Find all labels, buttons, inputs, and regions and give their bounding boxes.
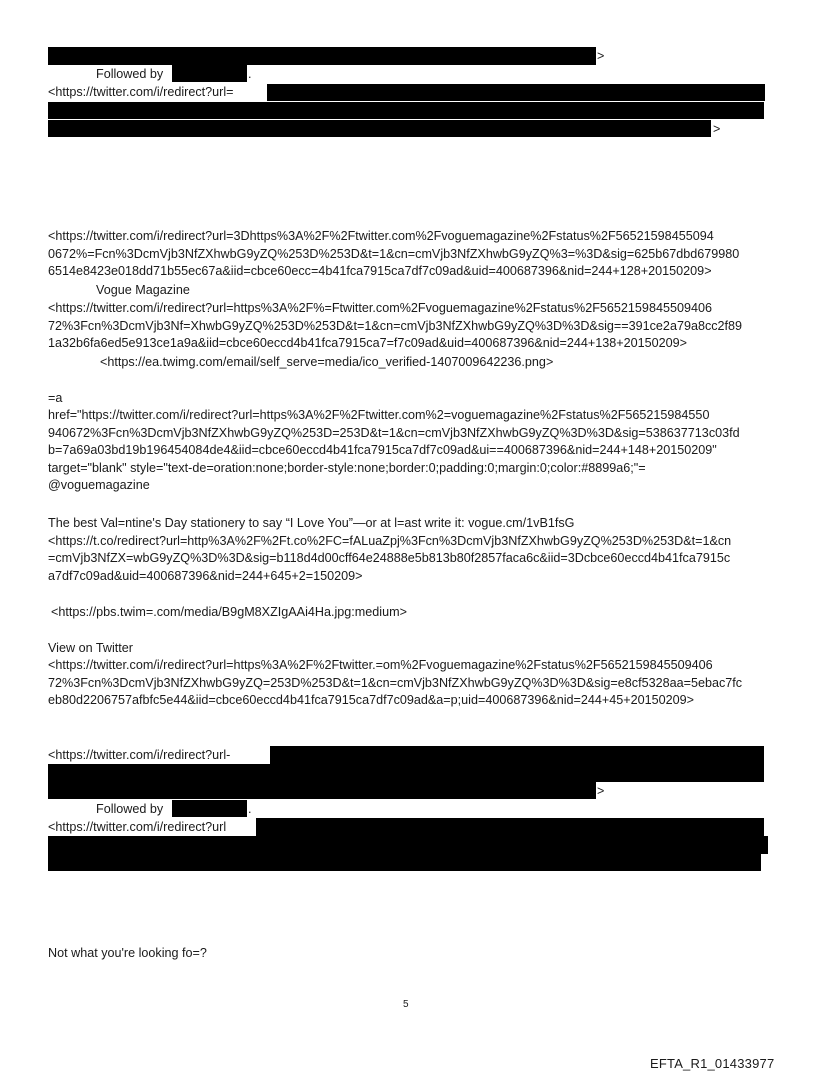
text-line: @voguemagazine [48, 478, 150, 492]
redaction-bar [256, 818, 764, 836]
text-line: eb80d2206757afbfc5e44&iid=cbce60eccd4b41fca7915ca7df7c09ad&a=p;uid=400687396&nid=244+45+20150209> [48, 693, 695, 707]
redaction-bar [48, 102, 764, 119]
redaction-bar [48, 836, 768, 854]
text-line: <https://twitter.com/i/redirect?url=https%3A%2F%2Ftwitter.=om%2Fvoguemagazine%2Fstatus%2F5652159845509406 [48, 658, 713, 672]
text-line: 72%3Fcn%3DcmVjb3Nf=XhwbG9yZQ%253D%253D&t=1&cn=cmVjb3NfZXhwbG9yZQ%3D%3D&sig==391ce2a79a8cc2f89 [48, 318, 743, 333]
angle-bracket: > [597, 49, 605, 63]
verified-icon-url: <https://ea.twimg.com/email/self_serve=media/ico_verified-1407009642236.png> [100, 355, 554, 369]
angle-bracket: > [597, 784, 605, 798]
text-line: <https://twitter.com/i/redirect?url=https%3A%2F%=Ftwitter.com%2Fvoguemagazine%2Fstatus%2F5652159845509406 [48, 301, 712, 315]
page-number: 5 [403, 999, 409, 1010]
redirect-url-prefix: <https://twitter.com/i/redirect?url- [48, 748, 231, 762]
redirect-url-block-3 [48, 657, 742, 710]
redirect-url-block-2 [48, 300, 742, 353]
view-on-twitter-label: View on Twitter [48, 641, 133, 655]
text-line: target="blank" style="text-de=oration:none;border-style:none;border:0;padding:0;margin:0;color:#8899a6;"= [48, 460, 646, 475]
text-line: 940672%3Fcn%3DcmVjb3NfZXhwbG9yZQ%253D=253D&t=1&cn=cmVjb3NfZXhwbG9yZQ%3D%3D&sig=538637713c03fd [48, 425, 740, 440]
text-line: <https://twitter.com/i/redirect?url=3Dhttps%3A%2F%2Ftwitter.com%2Fvoguemagazine%2Fstatus%2F56521598455094 [48, 229, 714, 243]
redirect-url-prefix: <https://twitter.com/i/redirect?url= [48, 85, 234, 99]
angle-bracket: > [713, 122, 721, 136]
text-line: The best Val=ntine's Day stationery to say “I Love You”—or at l=ast write it: vogue.cm/1vB1fsG [48, 516, 575, 530]
redaction-bar [48, 782, 596, 799]
text-line: 0672%=Fcn%3DcmVjb3NfZXhwbG9yZQ%253D%253D&t=1&cn=cmVjb3NfZXhwbG9yZQ%3=%3D&sig=625b67dbd679980 [48, 246, 740, 261]
redaction-bar [48, 47, 596, 65]
redaction-bar [48, 854, 761, 871]
href-attribute-block [48, 407, 740, 495]
text-line: b=7a69a03bd19b196454084de4&iid=cbce60eccd4b41fca7915ca7df7c09ad&ui==400687396&nid=244+148+20150209" [48, 443, 717, 457]
redirect-url-block-1 [48, 228, 739, 281]
text-line: 6514e8423e018dd71b55ec67a&iid=cbce60ecc=4b41fca7915ca7df7c09ad&uid=400687396&nid=244+128+20150209> [48, 264, 712, 278]
tweet-text-block [48, 515, 731, 585]
followed-by-label: Followed by [96, 67, 164, 81]
vogue-magazine-label: Vogue Magazine [96, 283, 190, 297]
redirect-url-prefix: <https://twitter.com/i/redirect?url [48, 820, 227, 834]
not-looking-text: Not what you're looking fo=? [48, 946, 207, 960]
redaction-bar [270, 746, 764, 764]
text-line: 1a32b6fa6ed5e913ce1a9a&iid=cbce60eccd4b41fca7915ca7=f7c09ad&uid=400687396&nid=244+138+20150209> [48, 336, 688, 350]
redaction-bar [48, 120, 711, 137]
redaction-bar [172, 800, 247, 817]
bates-number: EFTA_R1_01433977 [650, 1056, 775, 1071]
equals-a-line: =a [48, 391, 63, 405]
text-line: 72%3Fcn%3DcmVjb3NfZXhwbG9yZQ=253D%253D&t=1&cn=cmVjb3NfZXhwbG9yZQ%3D%3D&sig=e8cf5328aa=5ebac7fc [48, 675, 743, 690]
text-line: <https://t.co/redirect?url=http%3A%2F%2Ft.co%2FC=fALuaZpj%3Fcn%3DcmVjb3NfZXhwbG9yZQ%253D%253D&t=1&cn [48, 533, 732, 548]
redaction-bar [267, 84, 765, 101]
period: . [248, 67, 252, 81]
text-line: href="https://twitter.com/i/redirect?url=https%3A%2F%2Ftwitter.com%2=voguemagazine%2Fstatus%2F565215984550 [48, 408, 710, 422]
redaction-bar [172, 65, 247, 82]
period: . [248, 802, 252, 816]
redaction-bar [48, 764, 764, 782]
followed-by-label: Followed by [96, 802, 164, 816]
text-line: a7df7c09ad&uid=400687396&nid=244+645+2=150209> [48, 568, 363, 583]
media-image-url: <https://pbs.twim=.com/media/B9gM8XZIgAAi4Ha.jpg:medium> [51, 605, 407, 619]
text-line: =cmVjb3NfZX=wbG9yZQ%3D%3D&sig=b118d4d00cff64e24888e5b813b80f2857faca6c&iid=3Dcbce60eccd4b41fca7915c [48, 551, 731, 565]
